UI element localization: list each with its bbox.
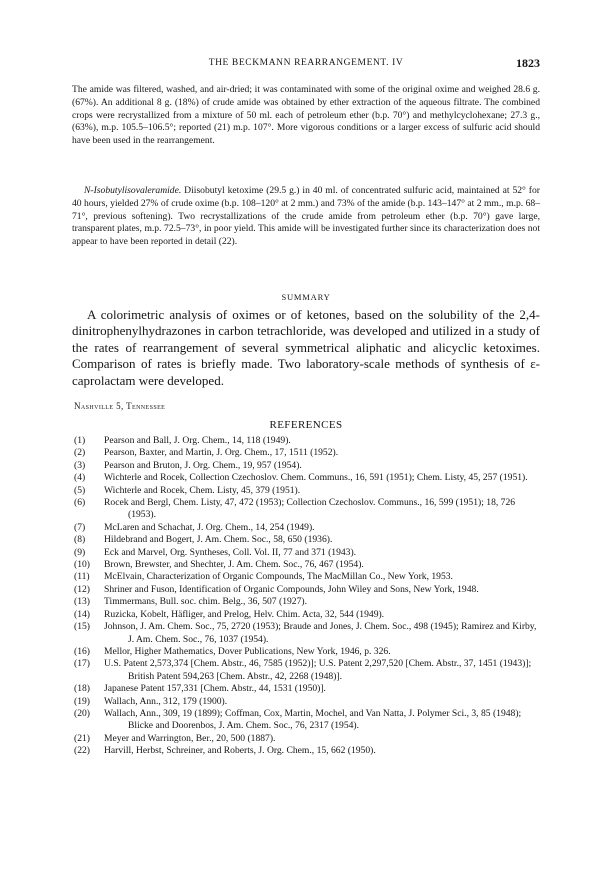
running-header	[72, 58, 540, 74]
reference-item	[74, 547, 540, 559]
reference-text: Japanese Patent 157,331 [Chem. Abstr., 44, 1531 (1950)].	[104, 683, 326, 695]
reference-number: (22)	[74, 745, 90, 757]
reference-item	[74, 497, 540, 522]
reference-item	[74, 733, 540, 745]
reference-number: (9)	[74, 546, 86, 558]
reference-number: (19)	[74, 695, 90, 707]
reference-number: (18)	[74, 683, 90, 695]
reference-number: (15)	[74, 621, 90, 633]
reference-item	[74, 485, 540, 497]
reference-item	[74, 559, 540, 571]
reference-item	[74, 683, 540, 695]
reference-text: Ruzicka, Kobelt, Häfliger, and Prelog, Helv. Chim. Acta, 32, 544 (1949).	[104, 608, 385, 620]
experimental-paragraph-1: The amide was filtered, washed, and air-dried; it was contaminated with some of the original oxime and weighed 28.6 g. (67%). An additional 8 g. (18%) of crude amide was obtained by ether extraction of the aqueous filtrate. The combined crops were recrystallized from a mixture of 50 ml. each of petroleum ether (b.p. 70°) and methylcyclohexane; 27.3 g., (63%), m.p. 105.5–106.5°; reported (21) m.p. 107°. More vigorous conditions or a larger excess of sulfuric acid should have been used in the rearrangement.	[72, 84, 540, 147]
reference-number: (10)	[74, 559, 90, 571]
reference-number: (7)	[74, 521, 86, 533]
reference-number: (5)	[74, 484, 86, 496]
reference-number: (8)	[74, 534, 86, 546]
reference-item	[74, 609, 540, 621]
reference-number: (1)	[74, 435, 86, 446]
reference-text: Hildebrand and Bogert, J. Am. Chem. Soc., 58, 650 (1936).	[104, 534, 333, 546]
reference-text: Harvill, Herbst, Schreiner, and Roberts, J. Org. Chem., 15, 662 (1950).	[104, 745, 376, 757]
reference-number: (14)	[74, 608, 90, 620]
reference-text: McElvain, Characterization of Organic Compounds, The MacMillan Co., New York, 1953.	[104, 571, 453, 583]
reference-text: Pearson, Baxter, and Martin, J. Org. Chem., 17, 1511 (1952).	[104, 447, 339, 459]
reference-text: Wichterle and Rocek, Collection Czechoslov. Chem. Communs., 16, 591 (1951); Chem. Listy, 45, 257 (1951).	[104, 472, 528, 484]
reference-item	[74, 708, 540, 733]
reference-text: Mellor, Higher Mathematics, Dover Publications, New York, 1946, p. 326.	[104, 645, 391, 657]
reference-number: (11)	[74, 571, 90, 583]
reference-number: (2)	[74, 447, 86, 459]
reference-text: U.S. Patent 2,573,374 [Chem. Abstr., 46, 7585 (1952)]; U.S. Patent 2,297,520 [Chem. Abstr., 37, 1451 (1943)]; British Patent 594,263 [Chem. Abstr., 42, 2268 (1948)].	[104, 658, 532, 682]
reference-text: Pearson and Ball, J. Org. Chem., 14, 118 (1949).	[104, 435, 291, 446]
references-heading: REFERENCES	[269, 419, 343, 431]
reference-item	[74, 596, 540, 608]
reference-text: Brown, Brewster, and Shechter, J. Am. Chem. Soc., 76, 467 (1954).	[104, 559, 364, 571]
reference-number: (3)	[74, 459, 86, 471]
reference-text: Johnson, J. Am. Chem. Soc., 75, 2720 (1953); Braude and Jones, J. Chem. Soc., 498 (1945); Ramirez and Kirby, J. Am. Chem. Soc., 76, 1037 (1954).	[104, 621, 537, 645]
running-title: THE BECKMANN REARRANGEMENT. IV	[208, 58, 404, 68]
reference-item	[74, 584, 540, 596]
reference-text: Meyer and Warrington, Ber., 20, 500 (1887).	[104, 732, 276, 744]
compound-title: N-Isobutylisovaleramide.	[84, 185, 182, 196]
reference-text: McLaren and Schachat, J. Org. Chem., 14, 254 (1949).	[104, 521, 315, 533]
summary-heading: SUMMARY	[281, 292, 331, 302]
reference-number: (12)	[74, 583, 90, 595]
reference-text: Wallach, Ann., 309, 19 (1899); Coffman, Cox, Martin, Mochel, and Van Natta, J. Polymer Sci., 3, 85 (1948); Blicke and Doorenbos, J. Am. Chem. Soc., 76, 2317 (1954).	[104, 707, 522, 732]
reference-item	[74, 435, 540, 447]
reference-number: (16)	[74, 645, 90, 657]
reference-item	[74, 646, 540, 658]
reference-item	[74, 658, 540, 683]
reference-item	[74, 522, 540, 534]
reference-item	[74, 460, 540, 472]
reference-text: Wichterle and Rocek, Chem. Listy, 45, 379 (1951).	[104, 484, 301, 496]
reference-number: (20)	[74, 707, 90, 719]
reference-item	[74, 696, 540, 708]
reference-text: Rocek and Bergl, Chem. Listy, 47, 472 (1953); Collection Czechoslov. Communs., 16, 599 (1951); 18, 726 (1953).	[104, 497, 516, 521]
reference-item	[74, 534, 540, 546]
reference-text: Pearson and Bruton, J. Org. Chem., 19, 957 (1954).	[104, 459, 302, 471]
page-number: 1823	[516, 56, 540, 70]
references-list	[74, 435, 540, 758]
reference-item	[74, 447, 540, 459]
reference-number: (6)	[74, 497, 86, 509]
reference-item	[74, 571, 540, 583]
reference-text: Wallach, Ann., 312, 179 (1900).	[104, 695, 228, 707]
reference-number: (21)	[74, 732, 90, 744]
experimental-paragraph-2	[72, 185, 540, 249]
reference-text: Eck and Marvel, Org. Syntheses, Coll. Vol. II, 77 and 371 (1943).	[104, 546, 357, 558]
reference-text: Shriner and Fuson, Identification of Organic Compounds, John Wiley and Sons, New York, 1948.	[104, 583, 479, 595]
reference-item	[74, 621, 540, 646]
summary-text: A colorimetric analysis of oximes or of ketones, based on the solubility of the 2,4-dinitrophenylhydrazones in carbon tetrachloride, was developed and utilized in a study of the rates of rearrangement of several symmetrical aliphatic and alicyclic ketoximes. Comparison of rates is briefly made. Two laboratory-scale methods of synthesis of ε-caprolactam were developed.	[72, 307, 540, 388]
reference-number: (13)	[74, 596, 90, 608]
reference-item	[74, 472, 540, 484]
reference-number: (4)	[74, 472, 86, 484]
reference-number: (17)	[74, 658, 90, 670]
affiliation: Nashville 5, Tennessee	[74, 401, 166, 411]
reference-text: Timmermans, Bull. soc. chim. Belg., 36, 507 (1927).	[104, 596, 307, 608]
reference-item	[74, 745, 540, 757]
compound-text: Diisobutyl ketoxime (29.5 g.) in 40 ml. of concentrated sulfuric acid, maintained at 52° for 40 hours, yielded 27% of crude oxime (b.p. 108–120° at 2 mm.) and 73% of the amide (b.p. 143–147° at 2 mm., m.p. 68–71°, previous softening). Two recrystallizations of the crude amide from petroleum ether (b.p. 70°) gave large, transparent plates, m.p. 72.5–73°, in poor yield. This amide will be investigated further since its characterization does not appear to have been reported in detail (22).	[72, 185, 540, 248]
